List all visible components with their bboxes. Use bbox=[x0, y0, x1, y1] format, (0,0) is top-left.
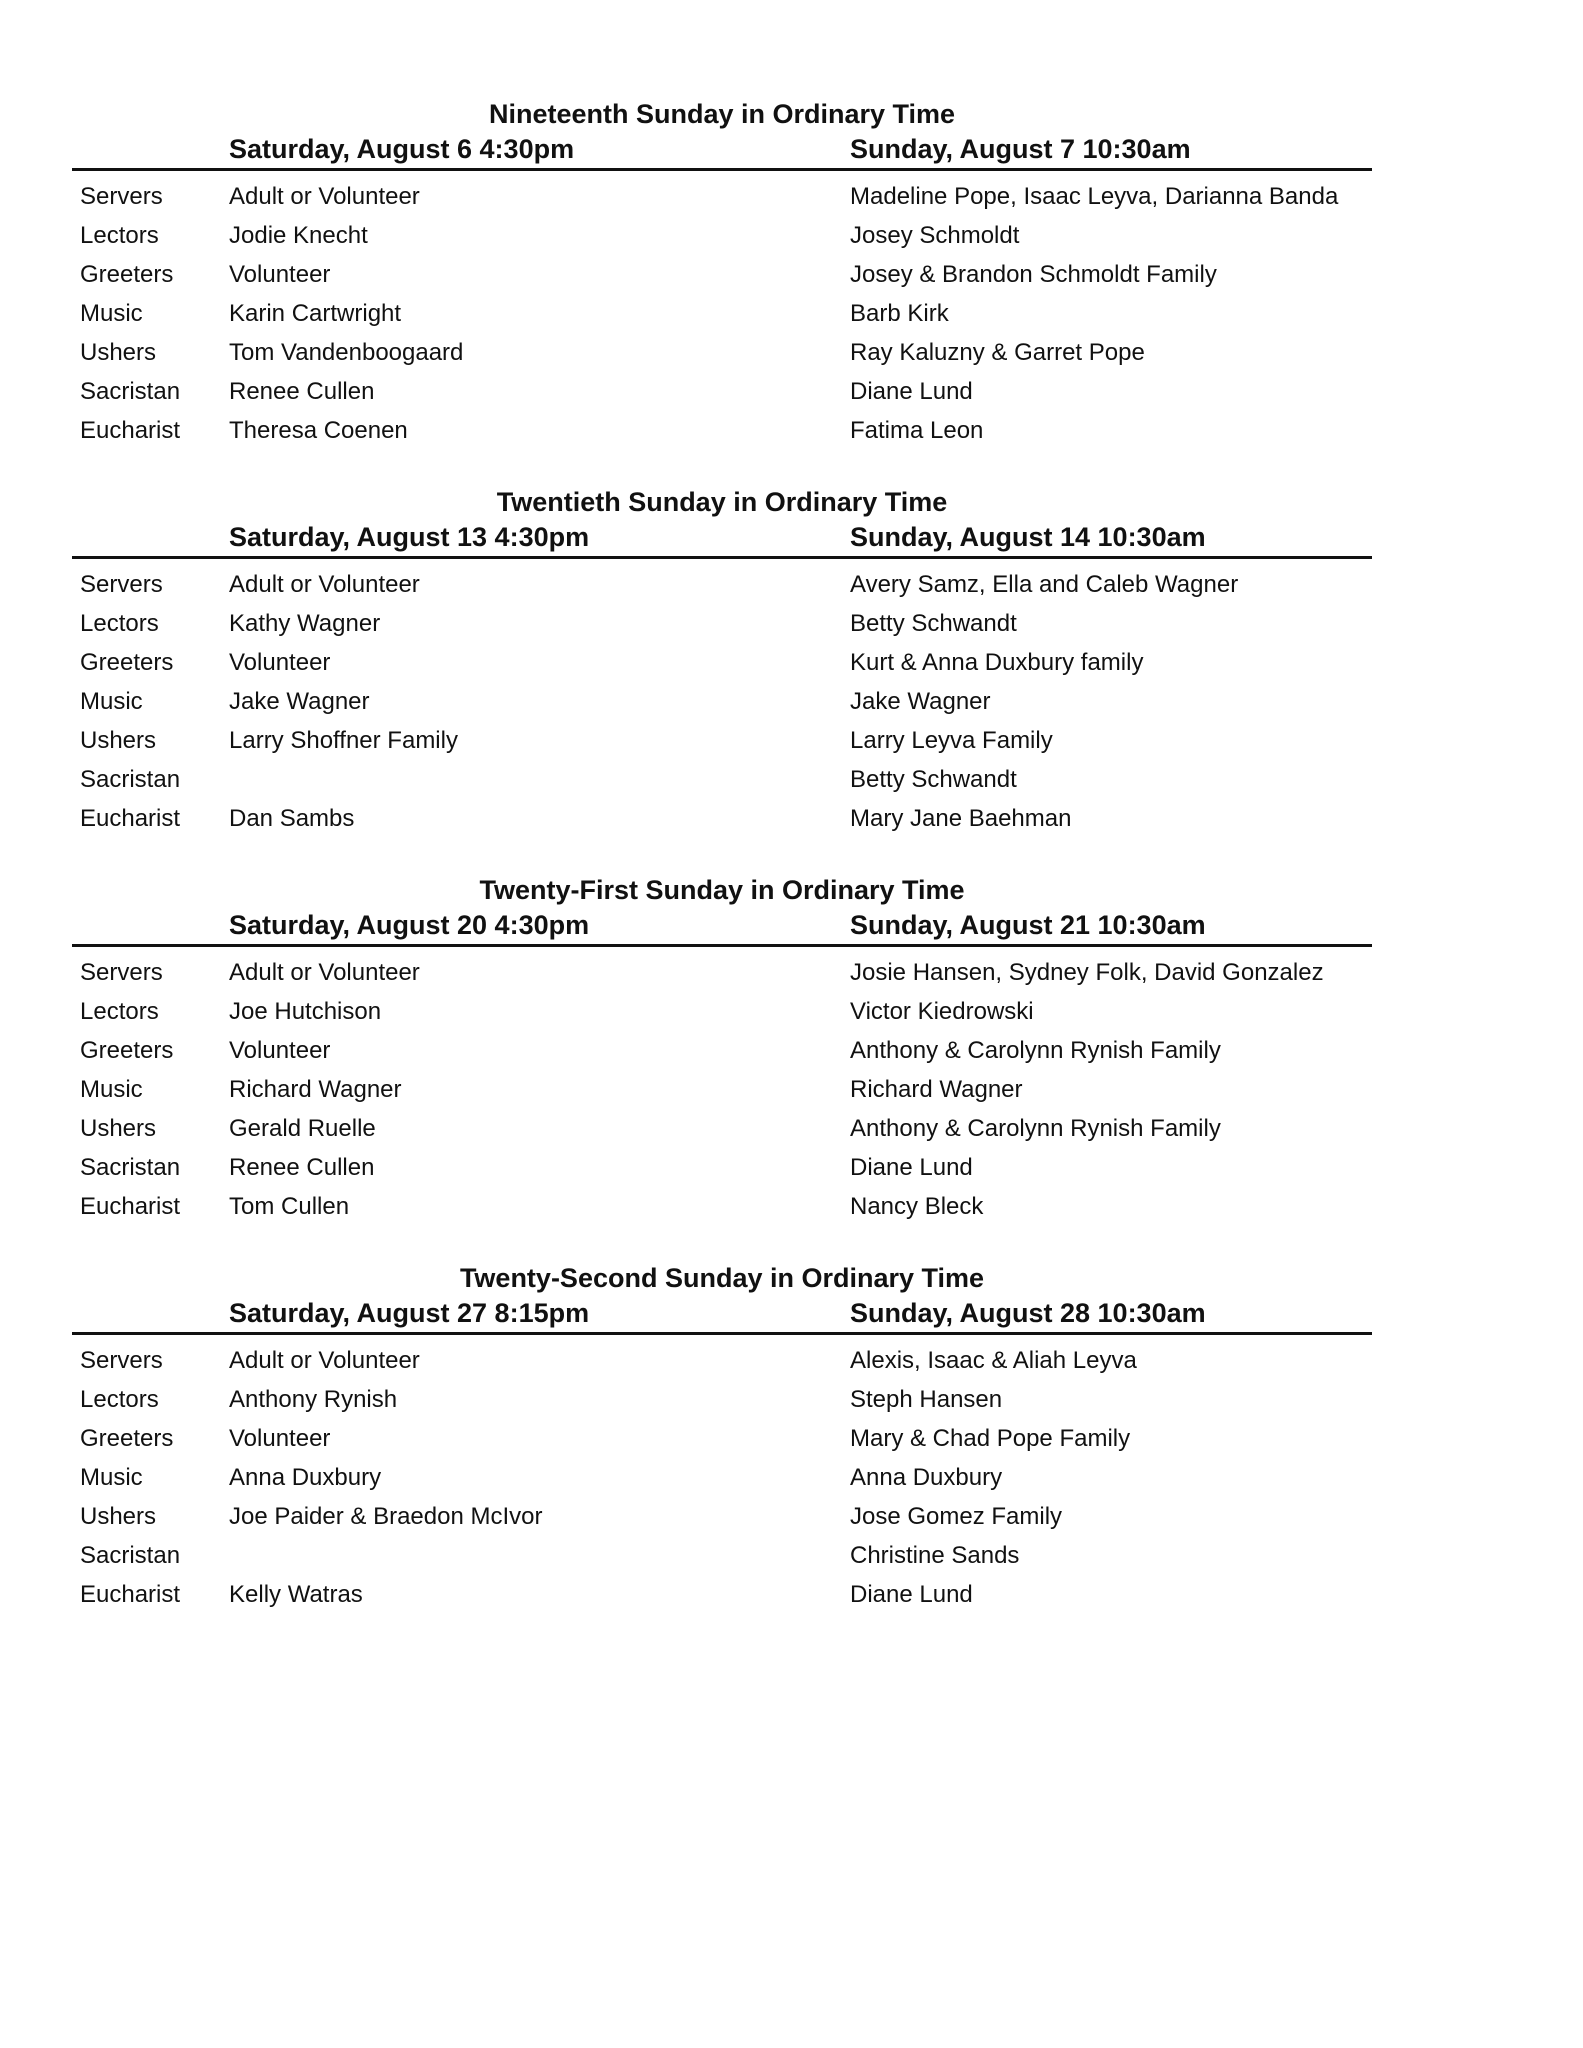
sunday-assignee: Ray Kaluzny & Garret Pope bbox=[850, 339, 1145, 366]
saturday-assignee: Jodie Knecht bbox=[229, 222, 368, 249]
ministry-list bbox=[72, 1341, 1372, 1614]
sunday-assignee: Diane Lund bbox=[850, 1154, 973, 1181]
sunday-assignee: Anthony & Carolynn Rynish Family bbox=[850, 1115, 1221, 1142]
ministry-row bbox=[72, 1187, 1372, 1226]
sunday-mass-heading: Sunday, August 21 10:30am bbox=[850, 910, 1206, 940]
sunday-assignee: Jose Gomez Family bbox=[850, 1503, 1063, 1530]
role-label: Ushers bbox=[80, 1115, 157, 1142]
ministry-row bbox=[72, 799, 1372, 838]
ministry-row bbox=[72, 1497, 1372, 1536]
saturday-assignee: Renee Cullen bbox=[229, 1154, 375, 1181]
saturday-assignee: Theresa Coenen bbox=[229, 417, 408, 444]
section-title: Twentieth Sunday in Ordinary Time bbox=[496, 487, 948, 517]
sunday-mass-heading: Sunday, August 14 10:30am bbox=[850, 522, 1206, 552]
sunday-assignee: Mary Jane Baehman bbox=[850, 805, 1072, 832]
sunday-assignee: Larry Leyva Family bbox=[850, 727, 1053, 754]
sunday-assignee: Barb Kirk bbox=[850, 300, 949, 327]
header-divider bbox=[72, 168, 1372, 171]
role-label: Lectors bbox=[80, 1386, 159, 1413]
saturday-assignee: Richard Wagner bbox=[229, 1076, 402, 1103]
sunday-assignee: Alexis, Isaac & Aliah Leyva bbox=[850, 1347, 1137, 1374]
role-label: Music bbox=[80, 1464, 143, 1491]
saturday-assignee: Adult or Volunteer bbox=[229, 959, 420, 986]
sunday-assignee: Anna Duxbury bbox=[850, 1464, 1003, 1491]
mass-times-header bbox=[72, 907, 1372, 943]
ministry-row bbox=[72, 604, 1372, 643]
role-label: Ushers bbox=[80, 339, 157, 366]
ministry-row bbox=[72, 1380, 1372, 1419]
role-label: Sacristan bbox=[80, 378, 181, 405]
saturday-assignee: Kathy Wagner bbox=[229, 610, 381, 637]
ministry-row bbox=[72, 1575, 1372, 1614]
ministry-row bbox=[72, 255, 1372, 294]
saturday-assignee: Renee Cullen bbox=[229, 378, 375, 405]
role-label: Eucharist bbox=[80, 1193, 181, 1220]
role-label: Greeters bbox=[80, 1425, 174, 1452]
saturday-mass-heading: Saturday, August 27 8:15pm bbox=[229, 1298, 590, 1328]
saturday-assignee: Karin Cartwright bbox=[229, 300, 402, 327]
ministry-row bbox=[72, 1031, 1372, 1070]
mass-times-header bbox=[72, 1295, 1372, 1331]
sunday-assignee: Nancy Bleck bbox=[850, 1193, 984, 1220]
saturday-assignee: Gerald Ruelle bbox=[229, 1115, 376, 1142]
sunday-assignee: Kurt & Anna Duxbury family bbox=[850, 649, 1144, 676]
ministry-row bbox=[72, 1419, 1372, 1458]
saturday-assignee: Tom Vandenboogaard bbox=[229, 339, 464, 366]
ministry-row bbox=[72, 643, 1372, 682]
section-title: Twenty-Second Sunday in Ordinary Time bbox=[459, 1263, 985, 1293]
role-label: Greeters bbox=[80, 261, 174, 288]
role-label: Lectors bbox=[80, 610, 159, 637]
saturday-assignee: Tom Cullen bbox=[229, 1193, 350, 1220]
ministry-row bbox=[72, 721, 1372, 760]
role-label: Sacristan bbox=[80, 1542, 181, 1569]
sunday-mass-heading: Sunday, August 7 10:30am bbox=[850, 134, 1191, 164]
sunday-mass-heading: Sunday, August 28 10:30am bbox=[850, 1298, 1206, 1328]
sunday-assignee: Mary & Chad Pope Family bbox=[850, 1425, 1131, 1452]
saturday-assignee: Volunteer bbox=[229, 1425, 331, 1452]
ministry-row bbox=[72, 760, 1372, 799]
sunday-assignee: Betty Schwandt bbox=[850, 610, 1017, 637]
role-label: Music bbox=[80, 300, 143, 327]
sunday-assignee: Josey & Brandon Schmoldt Family bbox=[850, 261, 1217, 288]
ministry-row bbox=[72, 294, 1372, 333]
header-divider bbox=[72, 1332, 1372, 1335]
saturday-assignee: Volunteer bbox=[229, 649, 331, 676]
role-label: Eucharist bbox=[80, 1581, 181, 1608]
saturday-mass-heading: Saturday, August 20 4:30pm bbox=[229, 910, 590, 940]
saturday-assignee: Adult or Volunteer bbox=[229, 571, 420, 598]
saturday-assignee: Volunteer bbox=[229, 261, 331, 288]
sunday-assignee: Richard Wagner bbox=[850, 1076, 1023, 1103]
ministry-row bbox=[72, 411, 1372, 450]
saturday-assignee: Dan Sambs bbox=[229, 805, 355, 832]
sunday-assignee: Josey Schmoldt bbox=[850, 222, 1020, 249]
role-label: Eucharist bbox=[80, 417, 181, 444]
mass-times-header bbox=[72, 131, 1372, 167]
ministry-row bbox=[72, 1341, 1372, 1380]
role-label: Ushers bbox=[80, 1503, 157, 1530]
saturday-assignee: Anthony Rynish bbox=[229, 1386, 398, 1413]
sunday-assignee: Jake Wagner bbox=[850, 688, 991, 715]
role-label: Music bbox=[80, 688, 143, 715]
saturday-assignee: Joe Hutchison bbox=[229, 998, 382, 1025]
saturday-assignee: Kelly Watras bbox=[229, 1581, 363, 1608]
sunday-assignee: Josie Hansen, Sydney Folk, David Gonzalez bbox=[850, 959, 1324, 986]
role-label: Sacristan bbox=[80, 766, 181, 793]
ministry-row bbox=[72, 216, 1372, 255]
saturday-assignee: Jake Wagner bbox=[229, 688, 370, 715]
saturday-assignee: Adult or Volunteer bbox=[229, 1347, 420, 1374]
role-label: Greeters bbox=[80, 1037, 174, 1064]
ministry-list bbox=[72, 177, 1372, 450]
sunday-assignee: Anthony & Carolynn Rynish Family bbox=[850, 1037, 1221, 1064]
role-label: Music bbox=[80, 1076, 143, 1103]
role-label: Servers bbox=[80, 183, 163, 210]
sunday-assignee: Madeline Pope, Isaac Leyva, Darianna Banda bbox=[850, 183, 1339, 210]
ministry-row bbox=[72, 565, 1372, 604]
sunday-assignee: Christine Sands bbox=[850, 1542, 1020, 1569]
role-label: Servers bbox=[80, 1347, 163, 1374]
saturday-assignee: Anna Duxbury bbox=[229, 1464, 382, 1491]
saturday-mass-heading: Saturday, August 13 4:30pm bbox=[229, 522, 590, 552]
sunday-assignee: Fatima Leon bbox=[850, 417, 984, 444]
sunday-assignee: Betty Schwandt bbox=[850, 766, 1017, 793]
sunday-assignee: Avery Samz, Ella and Caleb Wagner bbox=[850, 571, 1239, 598]
saturday-assignee: Joe Paider & Braedon McIvor bbox=[229, 1503, 543, 1530]
ministry-row bbox=[72, 1148, 1372, 1187]
saturday-mass-heading: Saturday, August 6 4:30pm bbox=[229, 134, 575, 164]
ministry-row bbox=[72, 1070, 1372, 1109]
role-label: Servers bbox=[80, 571, 163, 598]
role-label: Greeters bbox=[80, 649, 174, 676]
ministry-row bbox=[72, 682, 1372, 721]
mass-times-header bbox=[72, 519, 1372, 555]
ministry-list bbox=[72, 565, 1372, 838]
role-label: Lectors bbox=[80, 998, 159, 1025]
ministry-row bbox=[72, 372, 1372, 411]
ministry-row bbox=[72, 1458, 1372, 1497]
ministry-row bbox=[72, 1536, 1372, 1575]
saturday-assignee: Larry Shoffner Family bbox=[229, 727, 458, 754]
ministry-list bbox=[72, 953, 1372, 1226]
sunday-assignee: Diane Lund bbox=[850, 378, 973, 405]
ministry-row bbox=[72, 953, 1372, 992]
sunday-assignee: Victor Kiedrowski bbox=[850, 998, 1034, 1025]
ministry-row bbox=[72, 1109, 1372, 1148]
saturday-assignee: Adult or Volunteer bbox=[229, 183, 420, 210]
role-label: Lectors bbox=[80, 222, 159, 249]
role-label: Sacristan bbox=[80, 1154, 181, 1181]
sunday-assignee: Diane Lund bbox=[850, 1581, 973, 1608]
header-divider bbox=[72, 944, 1372, 947]
header-divider bbox=[72, 556, 1372, 559]
saturday-assignee: Volunteer bbox=[229, 1037, 331, 1064]
role-label: Eucharist bbox=[80, 805, 181, 832]
section-title: Nineteenth Sunday in Ordinary Time bbox=[488, 99, 956, 129]
section-title: Twenty-First Sunday in Ordinary Time bbox=[479, 875, 965, 905]
ministry-row bbox=[72, 177, 1372, 216]
sunday-assignee: Steph Hansen bbox=[850, 1386, 1003, 1413]
ministry-row bbox=[72, 992, 1372, 1031]
ministry-row bbox=[72, 333, 1372, 372]
role-label: Servers bbox=[80, 959, 163, 986]
role-label: Ushers bbox=[80, 727, 157, 754]
